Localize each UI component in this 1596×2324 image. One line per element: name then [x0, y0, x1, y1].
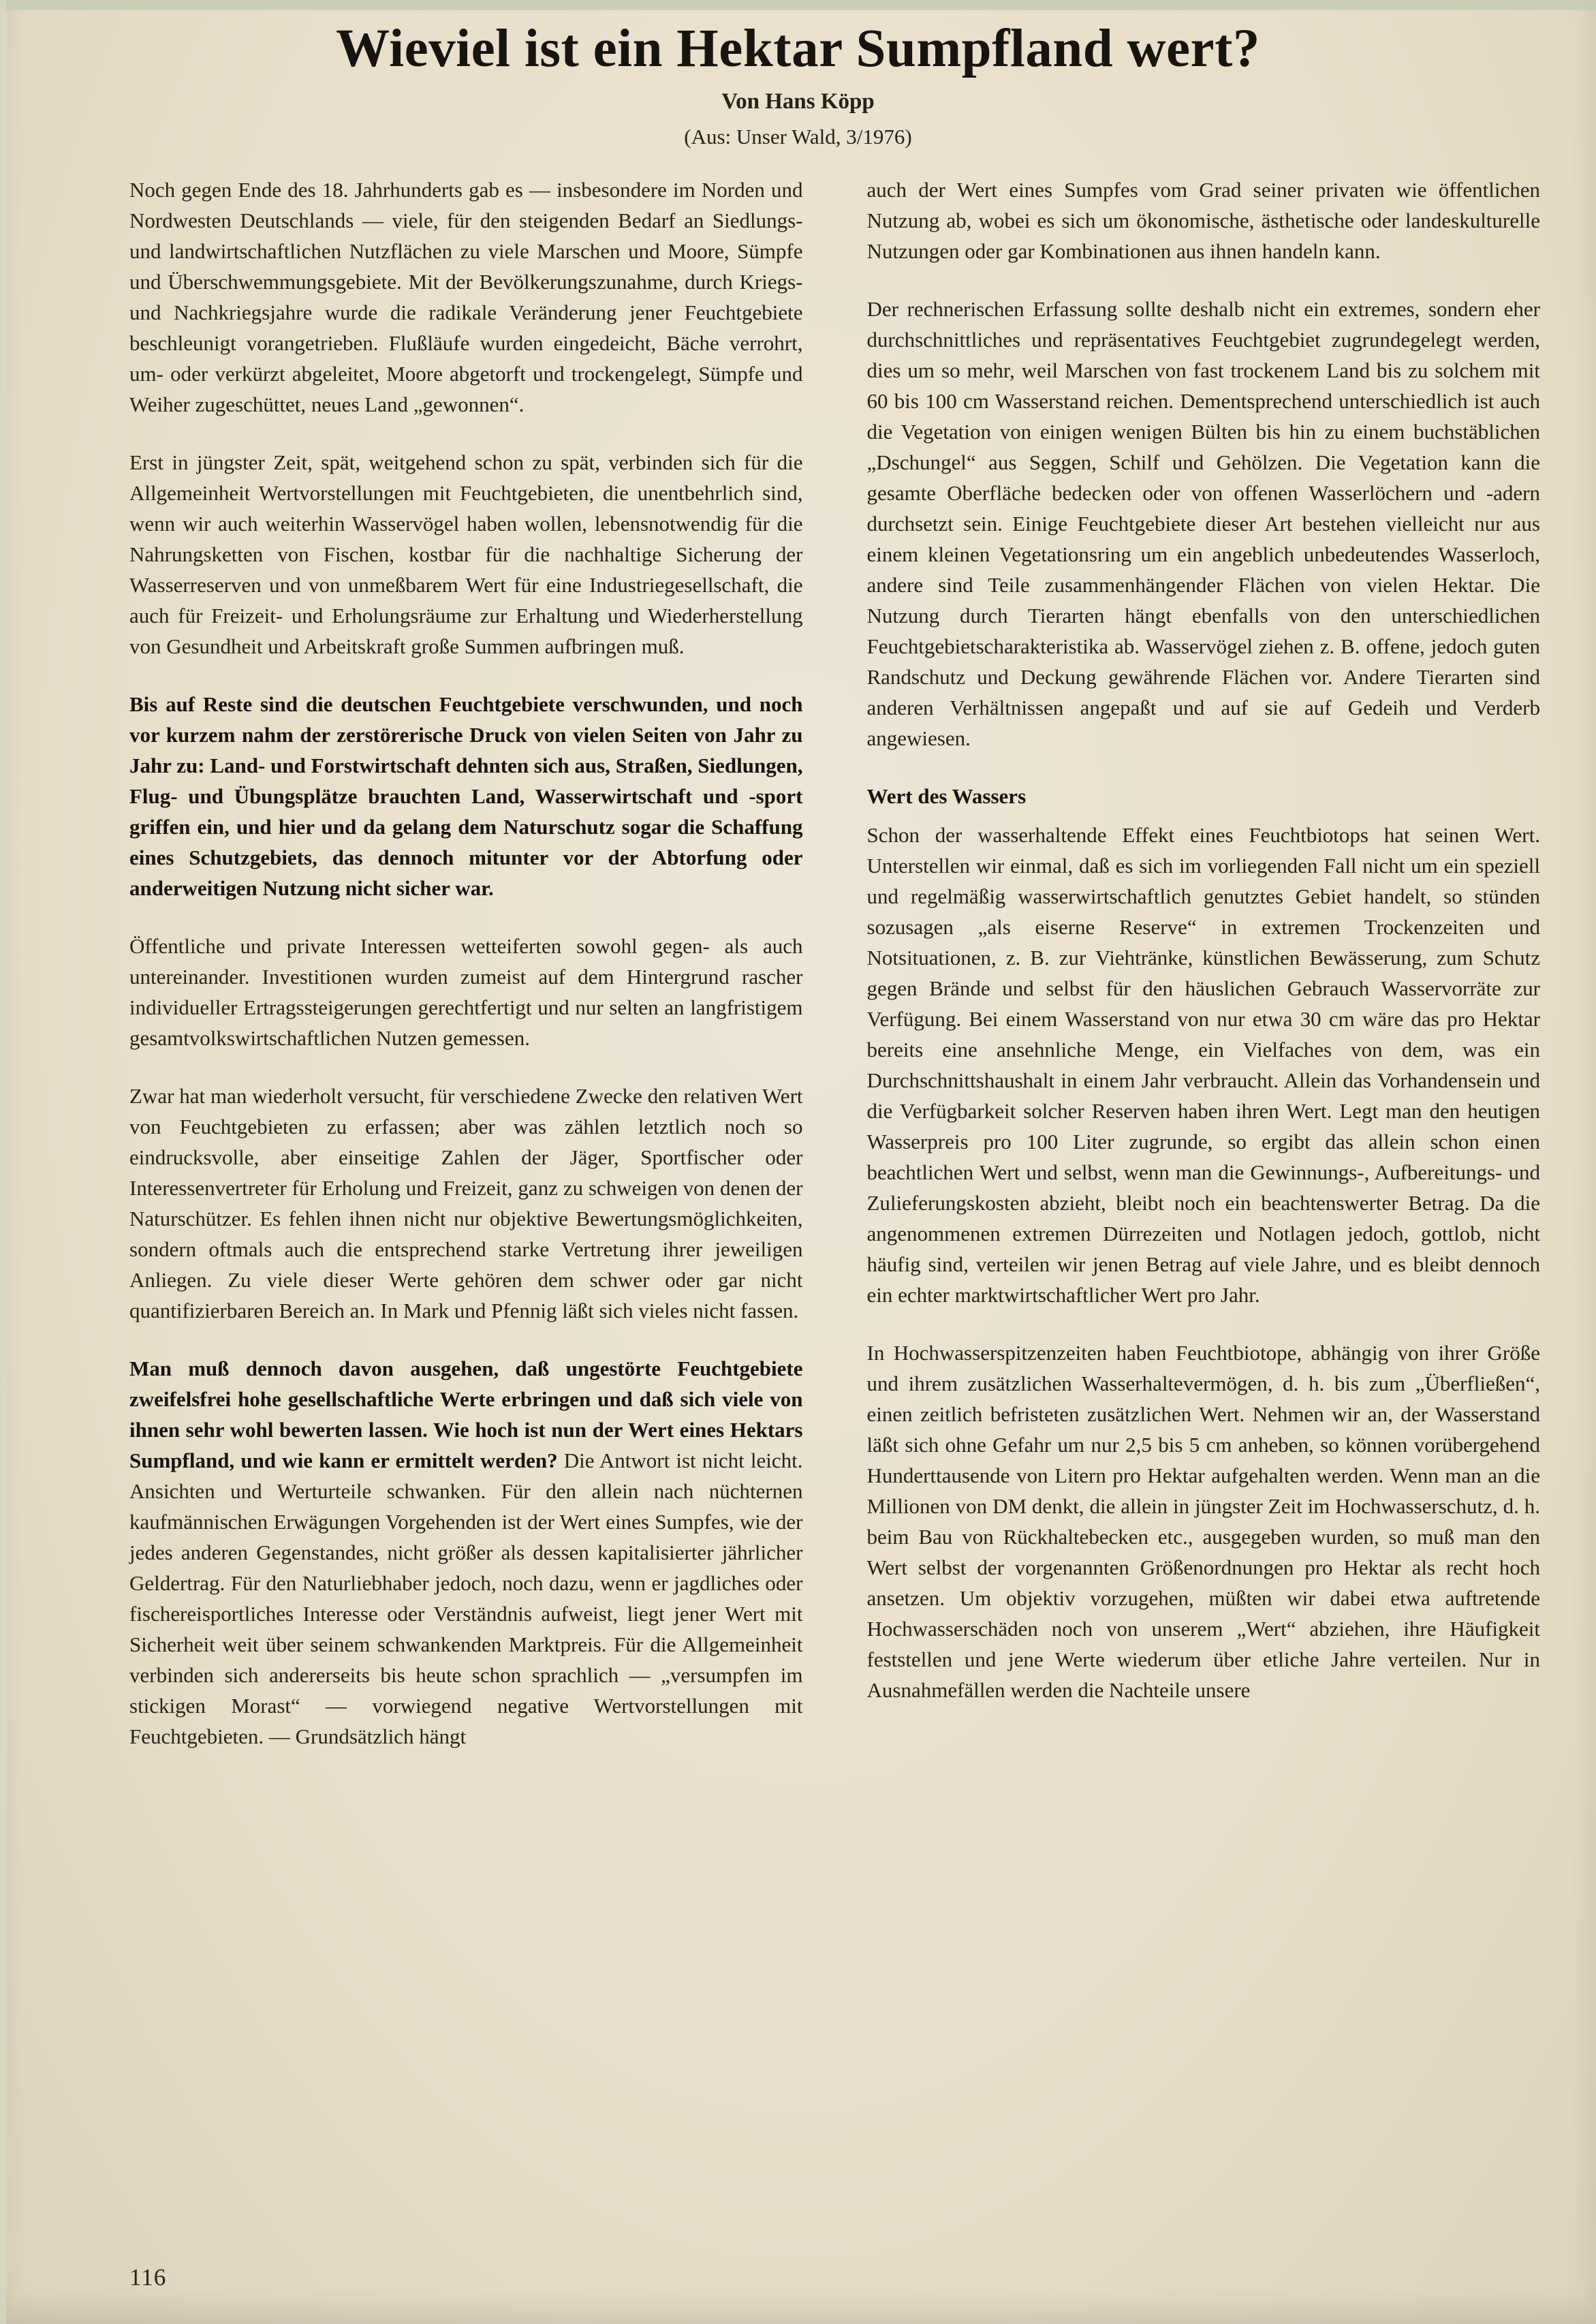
byline: Von Hans Köpp	[721, 89, 875, 114]
left-column	[129, 174, 803, 1779]
right-column	[867, 174, 1541, 1779]
source-line: (Aus: Unser Wald, 3/1976)	[684, 125, 912, 149]
page-number: 116	[129, 2264, 167, 2291]
paragraph: Erst in jüngster Zeit, spät, weitgehend schon zu spät, verbinden sich für die Allgemeinheit Wertvorstellungen mit Feuchtgebieten, die unentbehrlich sind, wenn wir auch weiterhin Wasservögel haben wollen, lebensnotwendig für die Nahrungsketten von Fischen, kostbar für die nachhaltige Sicherung der Wasserreserven und von unmeßbarem Wert für eine Industriegesellschaft, die auch für Freizeit- und Erholungsräume zur Erhaltung und Wiederherstellung von Gesundheit und Arbeitskraft große Summen aufbringen muß.	[129, 450, 803, 658]
paragraph: Öffentliche und private Interessen wetteiferten sowohl gegen- als auch untereinander. Investitionen wurden zumeist auf dem Hintergrund rascher individueller Ertragssteigerungen gerechtfertigt und nur selten an langfristigem gesamtvolkswirtschaftlichen Nutzen gemessen.	[129, 933, 803, 1050]
paragraph: auch der Wert eines Sumpfes vom Grad seiner privaten wie öffentlichen Nutzung ab, wobei es sich um ökonomische, ästhetische oder landeskulturelle Nutzungen oder gar Kombinationen aus ihnen handeln kann.	[866, 177, 1540, 263]
paragraph-bold: Bis auf Reste sind die deutschen Feuchtgebiete verschwunden, und noch vor kurzem nahm der zerstörerische Druck von vielen Seiten von Jahr zu Jahr zu: Land- und Forstwirtschaft dehnten sich aus, Straßen, Siedlungen, Flug- und Übungsplätze brauchten Land, Wasserwirtschaft und -sport griffen ein, und hier und da gelang dem Naturschutz sogar die Schaffung eines Schutzgebiets, das dennoch mitunter vor der Abtorfung oder anderweitigen Nutzung nicht sicher war.	[129, 692, 803, 900]
scan-edge-top	[0, 0, 1596, 10]
paragraph: Noch gegen Ende des 18. Jahrhunderts gab es — insbesondere im Norden und Nordwesten Deutschlands — viele, für den steigenden Bedarf an Siedlungs- und landwirtschaftlichen Nutzflächen zu viele Marschen und Moore, Sümpfe und Überschwemmungsgebiete. Mit der Bevölkerungszunahme, durch Kriegs- und Nachkriegsjahre wurde die radikale Veränderung jener Feuchtgebiete beschleunigt vorangetrieben. Flußläufe wurden eingedeicht, Bäche verrohrt, um- oder verkürzt abgeleitet, Moore abgetorft und trockengelegt, Sümpfe und Weiher zugeschüttet, neues Land „gewonnen“.	[129, 177, 803, 416]
paragraph-bold-lead: Man muß dennoch davon ausgehen, daß ungestörte Feuchtgebiete zweifelsfrei hohe gesellschaftliche Werte erbringen und daß sich viele von ihnen sehr wohl bewerten lassen. Wie hoch ist nun der Wert eines Hektars Sumpfland, und wie kann er ermittelt werden?	[129, 1356, 803, 1472]
paragraph: Zwar hat man wiederholt versucht, für verschiedene Zwecke den relativen Wert von Feuchtgebieten zu erfassen; aber was zählen letztlich noch so eindrucksvolle, aber einseitige Zahlen der Jäger, Sportfischer oder Interessenvertreter für Erholung und Freizeit, ganz zu schweigen von denen der Naturschützer. Es fehlen ihnen nicht nur objektive Bewertungsmöglichkeiten, sondern oftmals auch die entsprechend starke Vertretung ihrer jeweiligen Anliegen. Zu viele dieser Werte gehören dem schwer oder gar nicht quantifizierbaren Bereich an. In Mark und Pfennig läßt sich vieles nicht fassen.	[129, 1083, 803, 1322]
scan-edge-left	[0, 0, 6, 2324]
article-header	[0, 0, 1596, 150]
paragraph-mixed	[129, 1353, 803, 1752]
paragraph: Der rechnerischen Erfassung sollte deshalb nicht ein extremes, sondern eher durchschnittliches und repräsentatives Feuchtgebiet zugrundegelegt werden, dies um so mehr, weil Marschen von fast trockenem Land bis zu solchem mit 60 bis 100 cm Wasserstand reichen. Dementsprechend unterschiedlich ist auch die Vegetation von einigen wenigen Bülten bis hin zu einem buchstäblichen „Dschungel“ aus Seggen, Schilf und Gehölzen. Die Vegetation kann die gesamte Oberfläche bedecken oder von offenen Wasserlöchern und -adern durchsetzt sein. Einige Feuchtgebiete dieser Art bestehen vielleicht nur aus einem kleinen Vegetationsring um ein angeblich unbedeutendes Wasserloch, andere sind Teile zusammenhängender Flächen von vielen Hektar. Die Nutzung durch Tierarten hängt ebenfalls von den unterschiedlichen Feuchtgebietscharakteristika ab. Wasservögel ziehen z. B. offene, jedoch guten Randschutz und Deckung gewährende Flächen vor. Andere Tierarten sind anderen Verhältnissen angepaßt und auf sie auf Gedeih und Verderb angewiesen.	[866, 296, 1540, 750]
page-title: Wieviel ist ein Hektar Sumpfland wert?	[336, 19, 1260, 78]
paragraph-continuation: Die Antwort ist nicht leicht. Ansichten und Werturteile schwanken. Für den allein nach nüchternen kaufmännischen Erwägungen Vorgehenden ist der Wert eines Sumpfes, wie der jedes anderen Gegenstandes, nicht größer als dessen kapitalisierter jährlicher Geldertrag. Für den Naturliebhaber jedoch, noch dazu, wenn er jagdliches oder fischereisportliches Interesse oder Verständnis aufweist, liegt jener Wert mit Sicherheit weit über seinem schwankenden Marktpreis. Für die Allgemeinheit verbinden sich andererseits bis heute schon sprachlich — „versumpfen im stickigen Morast“ — vorwiegend negative Wertvorstellungen mit Feuchtgebieten. — Grundsätzlich hängt	[129, 1448, 803, 1748]
paragraph: In Hochwasserspitzenzeiten haben Feuchtbiotope, abhängig von ihrer Größe und ihrem zusätzlichen Wasserhaltevermögen, d. h. bis zum „Überfließen“, einen zeitlich befristeten zusätzlichen Wert. Nehmen wir an, der Wasserstand läßt sich ohne Gefahr um nur 2,5 bis 5 cm anheben, so können vorübergehend Hunderttausende von Litern pro Hektar aufgehalten werden. Wenn man an die Millionen von DM denkt, die allein in jüngster Zeit im Hochwasserschutz, d. h. beim Bau von Rückhaltebecken etc., ausgegeben wurden, so muß man den Wert selbst der vorgenannten Größenordnungen pro Hektar als recht hoch ansetzen. Um objektiv vorzugehen, müßten wir dabei etwa auftretende Hochwasserschäden noch von unserem „Wert“ abziehen, ihre Häufigkeit feststellen und jene Werte wiederum über etliche Jahre verteilen. Nur in Ausnahmefällen werden die Nachteile unsere	[866, 1340, 1540, 1702]
paragraph: Schon der wasserhaltende Effekt eines Feuchtbiotops hat seinen Wert. Unterstellen wir einmal, daß es sich im vorliegenden Fall nicht um ein speziell und regelmäßig wasserwirtschaftlich genutztes Gebiet handelt, so stünden sozusagen „als eiserne Reserve“ in extremen Trockenzeiten und Notsituationen, z. B. zur Viehtränke, künstlichen Bewässerung, zum Schutz gegen Brände und selbst für den häuslichen Gebrauch Wasservorräte zur Verfügung. Bei einem Wasserstand von nur etwa 30 cm wäre das pro Hektar bereits eine ansehnliche Menge, ein Vielfaches von dem, was ein Durchschnittshaushalt in einem Jahr verbraucht. Allein das Vorhandensein und die Verfügbarkeit solcher Reserven haben ihren Wert. Legt man den heutigen Wasserpreis pro 100 Liter zugrunde, so ergibt das allein schon einen beachtlichen Wert und selbst, wenn man die Gewinnungs-, Aufbereitungs- und Zulieferungskosten abzieht, bleibt noch ein beachtenswerter Betrag. Da die angenommenen extremen Dürrezeiten und Notlagen jedoch, gottlob, nicht häufig sind, verteilen wir jenen Betrag auf viele Jahre, und es bleibt dennoch ein echter marktwirtschaftlicher Wert pro Jahr.	[866, 822, 1540, 1307]
section-heading: Wert des Wassers	[866, 784, 1027, 808]
article-body	[0, 150, 1596, 1779]
